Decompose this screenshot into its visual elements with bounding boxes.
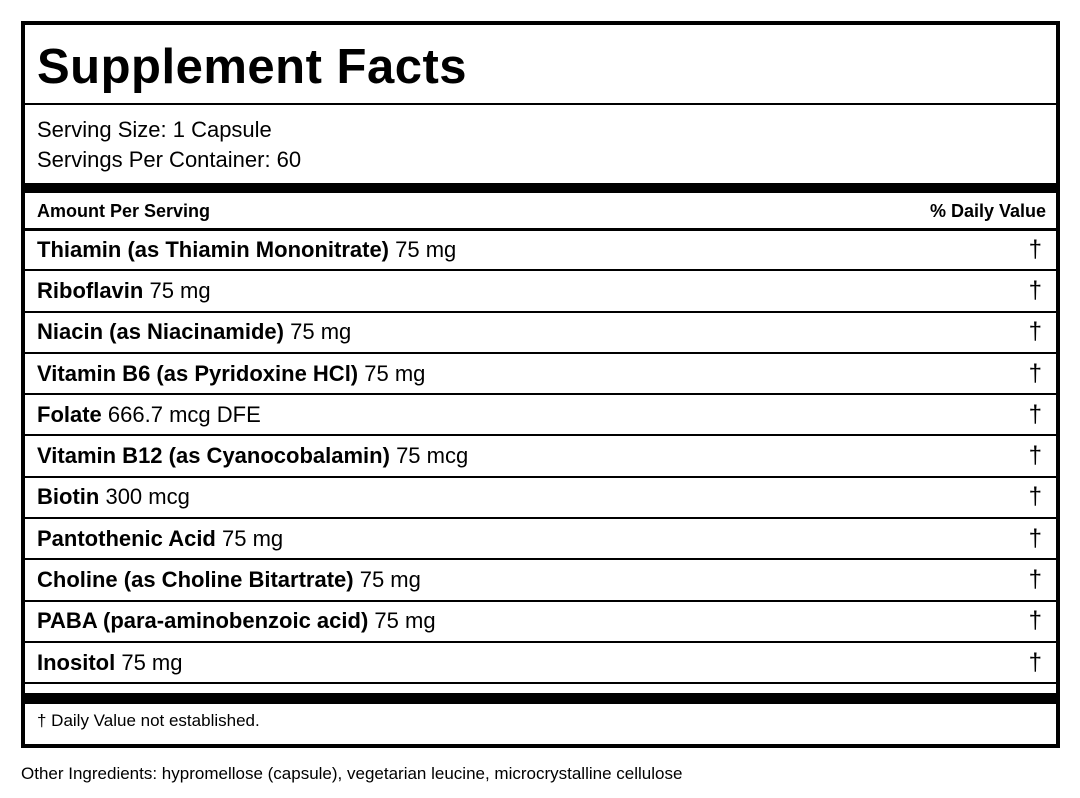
nutrient-name: Vitamin B12 (as Cyanocobalamin)	[37, 443, 390, 469]
nutrient-list	[25, 230, 1056, 684]
nutrient-row	[25, 354, 1056, 395]
nutrient-row	[25, 230, 1056, 271]
nutrient-label	[37, 278, 211, 304]
thick-divider-top	[25, 183, 1056, 193]
nutrient-row	[25, 313, 1056, 354]
daily-value-symbol: †	[1028, 483, 1042, 511]
daily-value-symbol: †	[1028, 235, 1042, 263]
nutrient-amount: 75 mg	[149, 277, 211, 303]
nutrient-label	[37, 237, 456, 263]
nutrient-name: Pantothenic Acid	[37, 525, 216, 551]
nutrient-name: Riboflavin	[37, 277, 144, 303]
nutrient-name: Niacin (as Niacinamide)	[37, 319, 284, 345]
nutrient-row	[25, 395, 1056, 436]
daily-value-symbol: †	[1028, 566, 1042, 594]
nutrient-label	[37, 443, 468, 469]
nutrient-amount: 75 mg	[359, 567, 421, 593]
daily-value-symbol: †	[1028, 648, 1042, 676]
nutrient-label	[37, 484, 190, 510]
daily-value-symbol: †	[1028, 400, 1042, 428]
nutrient-label	[37, 526, 283, 552]
daily-value-symbol: †	[1028, 524, 1042, 552]
nutrient-row	[25, 478, 1056, 519]
nutrient-label	[37, 608, 436, 634]
nutrient-amount: 666.7 mcg DFE	[107, 401, 261, 427]
nutrient-label	[37, 361, 425, 387]
title-divider	[25, 103, 1056, 105]
daily-value-symbol: †	[1028, 359, 1042, 387]
nutrient-name: Biotin	[37, 484, 100, 510]
nutrient-label	[37, 319, 351, 345]
nutrient-amount: 75 mg	[222, 525, 284, 551]
nutrient-amount: 300 mcg	[105, 484, 190, 510]
nutrient-label	[37, 567, 421, 593]
thick-divider-bottom	[25, 693, 1056, 704]
nutrient-label	[37, 402, 261, 428]
footnote: † Daily Value not established.	[37, 711, 260, 730]
nutrient-amount: 75 mg	[395, 236, 457, 262]
nutrient-amount: 75 mg	[121, 649, 183, 675]
nutrient-amount: 75 mg	[374, 608, 436, 634]
nutrient-row	[25, 271, 1056, 312]
amount-per-serving-heading: Amount Per Serving	[37, 201, 211, 221]
daily-value-symbol: †	[1028, 607, 1042, 635]
nutrient-amount: 75 mg	[290, 319, 352, 345]
nutrient-amount: 75 mcg	[396, 443, 469, 469]
nutrient-row	[25, 519, 1056, 560]
nutrient-name: Folate	[37, 401, 102, 427]
column-header-row	[25, 193, 1056, 230]
nutrient-row	[25, 643, 1056, 684]
other-ingredients: Other Ingredients: hypromellose (capsule), vegetarian leucine, microcrystalline cellulose	[21, 764, 683, 783]
nutrient-name: Vitamin B6 (as Pyridoxine HCl)	[37, 360, 359, 386]
daily-value-heading: % Daily Value	[929, 201, 1046, 221]
daily-value-symbol: †	[1028, 276, 1042, 304]
nutrient-row	[25, 602, 1056, 643]
servings-per-container: Servings Per Container: 60	[37, 147, 302, 172]
nutrient-name: Inositol	[37, 649, 116, 675]
serving-size: Serving Size: 1 Capsule	[37, 117, 272, 142]
nutrient-label	[37, 650, 183, 676]
daily-value-symbol: †	[1028, 318, 1042, 346]
nutrient-name: Thiamin (as Thiamin Mononitrate)	[37, 236, 390, 262]
supplement-facts-panel	[21, 21, 1060, 748]
panel-title: Supplement Facts	[37, 40, 468, 94]
nutrient-row	[25, 436, 1056, 477]
nutrient-amount: 75 mg	[364, 360, 426, 386]
serving-info	[37, 115, 301, 175]
nutrient-name: PABA (para-aminobenzoic acid)	[37, 608, 369, 634]
nutrient-name: Choline (as Choline Bitartrate)	[37, 567, 354, 593]
nutrient-row	[25, 560, 1056, 601]
daily-value-symbol: †	[1028, 442, 1042, 470]
